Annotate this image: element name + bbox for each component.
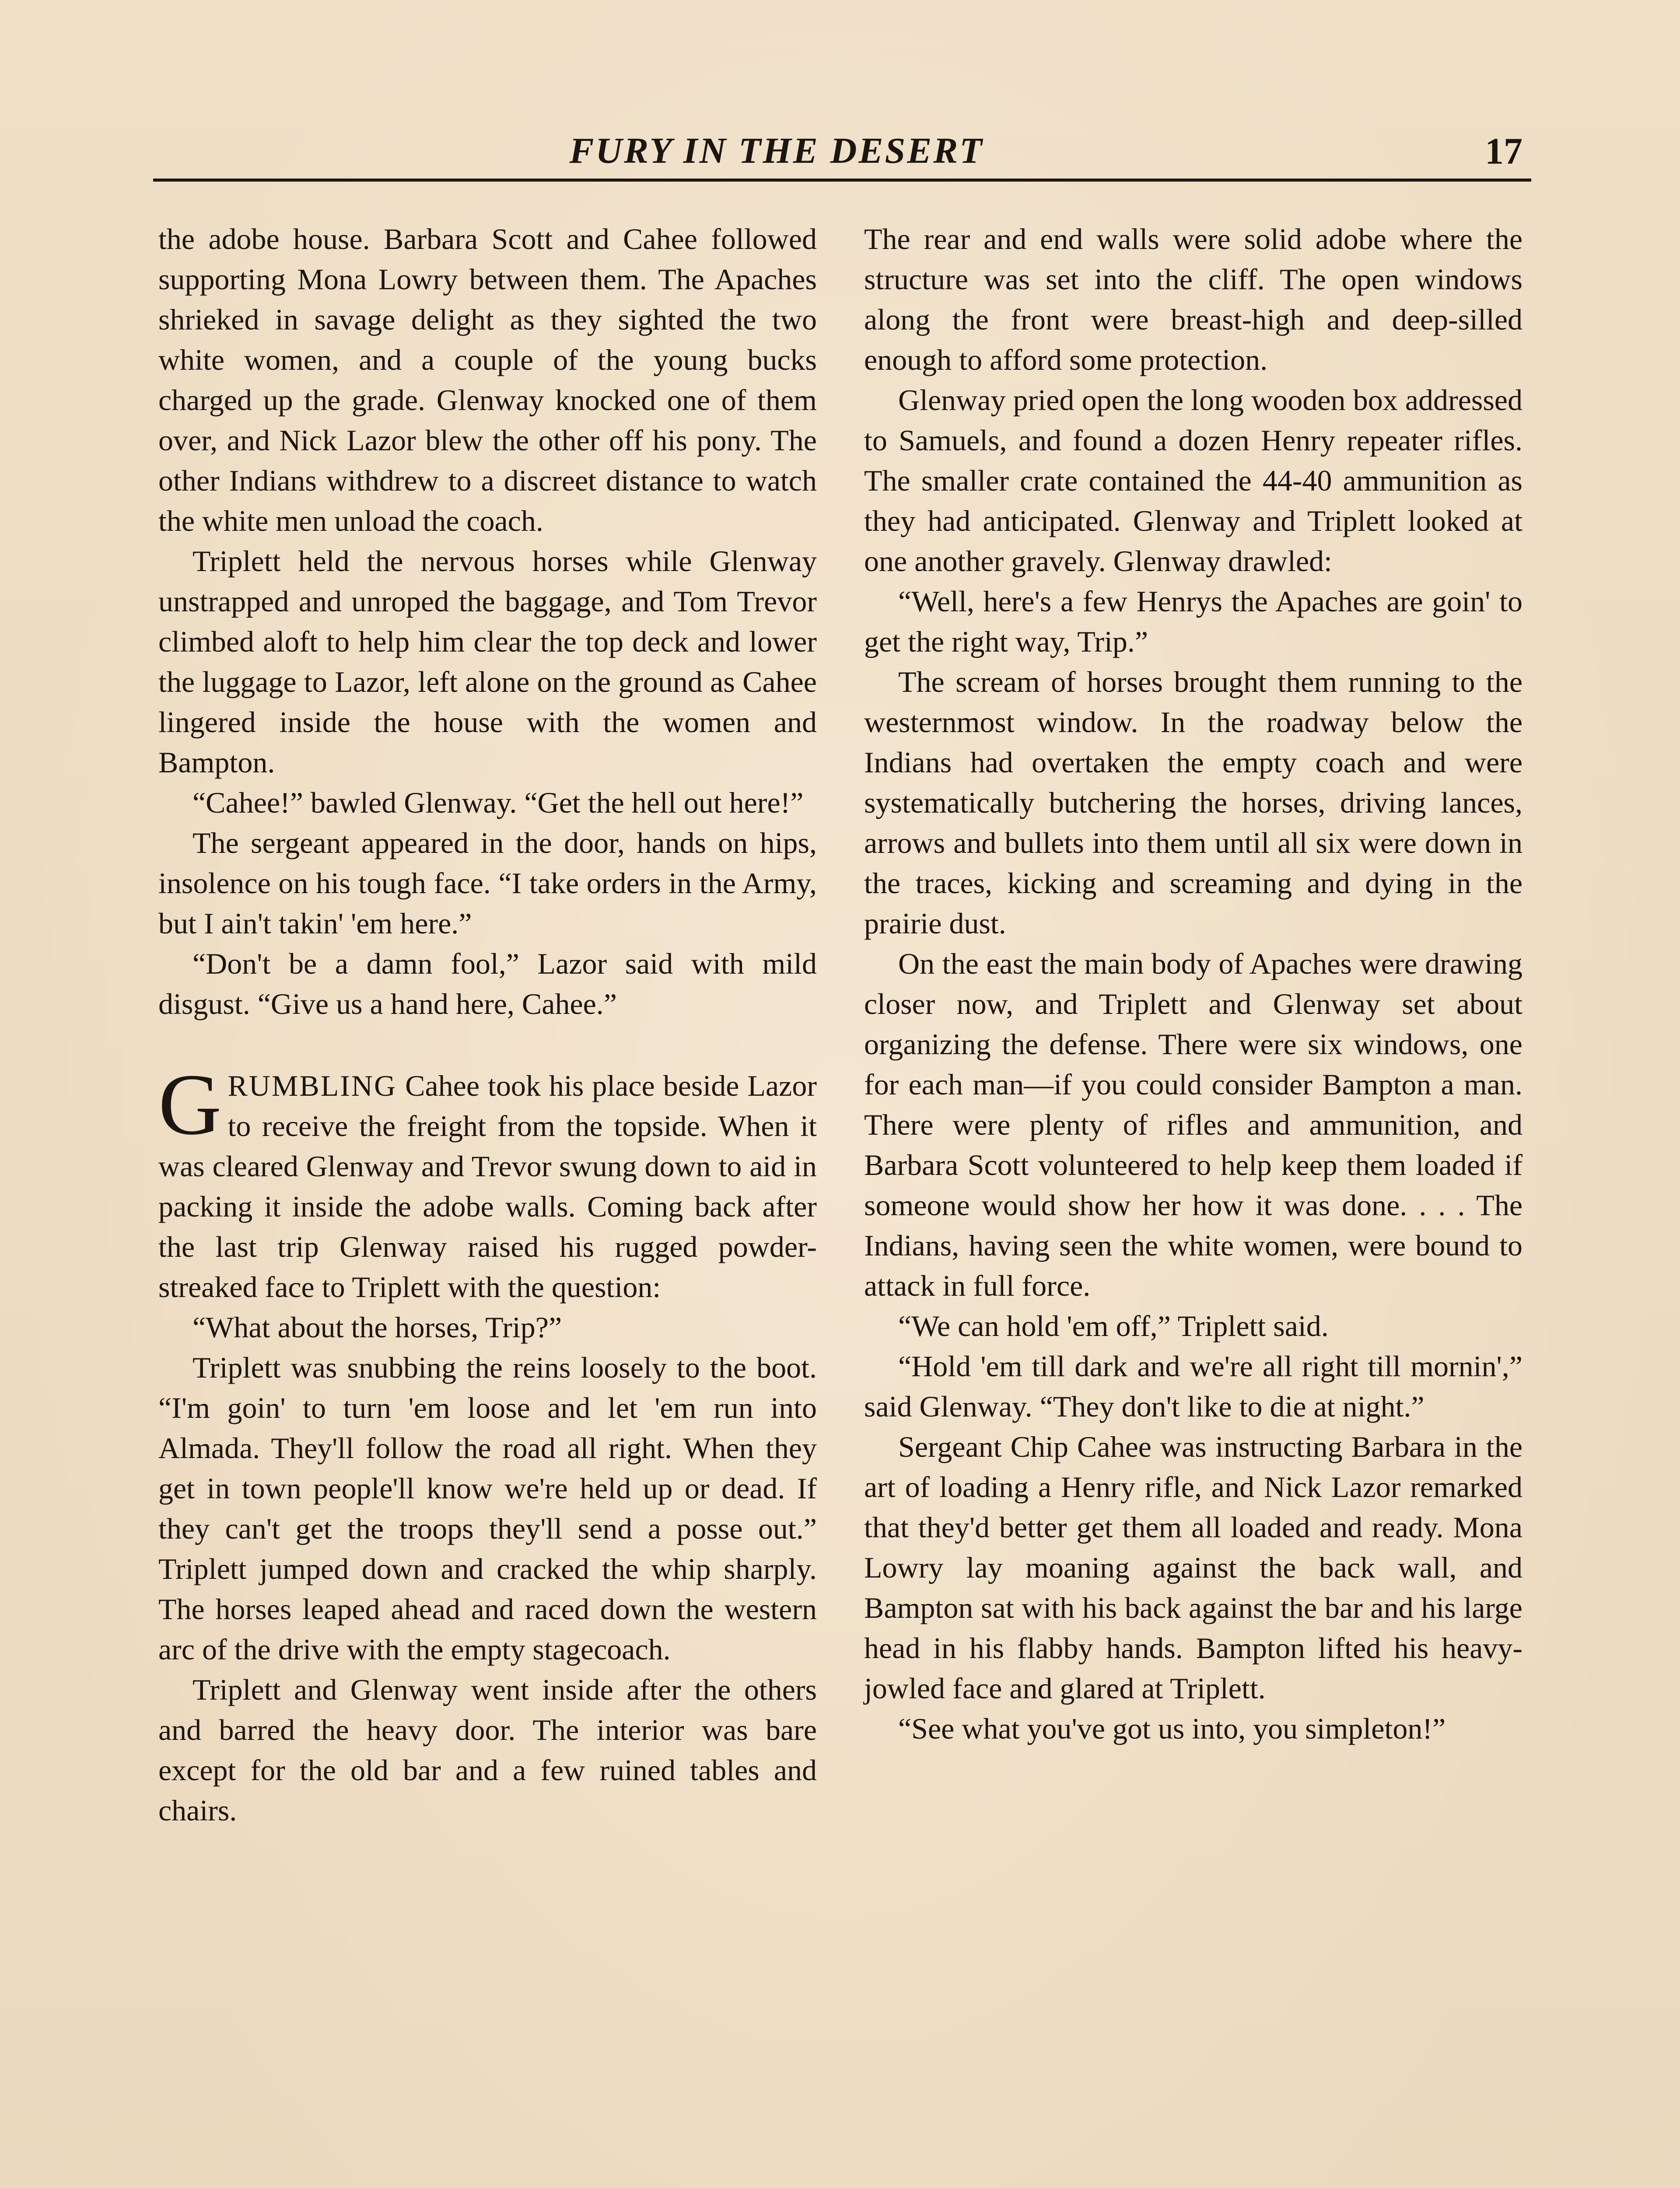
paragraph: “Don't be a damn fool,” Lazor said with mild disgust. “Give us a hand here, Cahee.” (158, 947, 817, 1020)
left-column (158, 219, 817, 1830)
drop-cap-paragraph (158, 1056, 817, 1307)
paragraph: Triplett and Glenway went inside after the others and barred the heavy door. The interior was bare except for the old bar and a few ruined tables and chairs. (158, 1673, 817, 1827)
running-title: FURY IN THE DESERT (569, 130, 984, 171)
paragraph: Triplett was snubbing the reins loosely to the boot. “I'm goin' to turn 'em loose and let 'em run into Almada. They'll follow the road all right. When they get in town people'll know we're held up or dead. If they can't get the troops they'll send a posse out.” Triplett jumped down and cracked the whip sharply. The horses leaped ahead and raced down the western arc of the drive with the empty stagecoach. (158, 1351, 817, 1666)
paragraph: “Well, here's a few Henrys the Apaches are goin' to get the right way, Trip.” (864, 585, 1522, 658)
paragraph: “We can hold 'em off,” Triplett said. (898, 1309, 1329, 1343)
paragraph: Sergeant Chip Cahee was instructing Barbara in the art of loading a Henry rifle, and Nick Lazor remarked that they'd better get them all loaded and ready. Mona Lowry lay moaning against the back wall, and Bampton sat with his back against the bar and his large head in his flabby hands. Bampton lifted his heavy-jowled face and glared at Triplett. (864, 1430, 1522, 1705)
paragraph: “What about the horses, Trip?” (192, 1311, 562, 1344)
paragraph: The sergeant appeared in the door, hands on hips, insolence on his tough face. “I take orders in the Army, but I ain't takin' 'em here.” (158, 826, 817, 940)
drop-cap-rest: Cahee took his place beside Lazor to receive the freight from the topside. When it was cleared Glenway and Trevor swung down to aid in packing it inside the adobe walls. Coming back after the last trip Glenway raised his rugged powder-streaked face to Triplett with the question: (158, 1069, 817, 1304)
paragraph: The scream of horses brought them running to the westernmost window. In the roadway below the Indians had overtaken the empty coach and were systematically butchering the horses, driving lances, arrows and bullets into them until all six were down in the traces, kicking and screaming and dying in the prairie dust. (864, 665, 1522, 940)
paragraph: “Cahee!” bawled Glenway. “Get the hell out here!” (192, 786, 804, 819)
right-column (864, 219, 1522, 1749)
paragraph: “Hold 'em till dark and we're all right till mornin',” said Glenway. “They don't like to die at night.” (864, 1350, 1522, 1423)
paragraph: Glenway pried open the long wooden box addressed to Samuels, and found a dozen Henry repeater rifles. The smaller crate contained the 44-40 ammunition as they had anticipated. Glenway and Triplett looked at one another gravely. Glenway drawled: (864, 383, 1522, 578)
header-rule (153, 179, 1531, 182)
page-number: 17 (1485, 130, 1522, 172)
paragraph: “See what you've got us into, you simpleton!” (898, 1712, 1446, 1745)
page-header (153, 127, 1531, 188)
drop-cap-letter: G (158, 1056, 222, 1153)
paragraph: On the east the main body of Apaches were drawing closer now, and Triplett and Glenway set about organizing the defense. There were six windows, one for each man—if you could consider Bampton a man. There were plenty of rifles and ammunition, and Barbara Scott volunteered to help keep them loaded if someone would show her how it was done. . . . The Indians, having seen the white women, were bound to attack in full force. (864, 947, 1522, 1302)
paragraph: the adobe house. Barbara Scott and Cahee followed supporting Mona Lowry between them. The Apaches shrieked in savage delight as they sighted the two white women, and a couple of the young bucks charged up the grade. Glenway knocked one of them over, and Nick Lazor blew the other off his pony. The other Indians withdrew to a discreet distance to watch the white men unload the coach. (158, 222, 817, 537)
paragraph: Triplett held the nervous horses while Glenway unstrapped and unroped the baggage, and Tom Trevor climbed aloft to help him clear the top deck and lower the luggage to Lazor, left alone on the ground as Cahee lingered inside the house with the women and Bampton. (158, 544, 817, 779)
paragraph: The rear and end walls were solid adobe where the structure was set into the cliff. The open windows along the front were breast-high and deep-silled enough to afford some protection. (864, 222, 1522, 376)
section-break (158, 1024, 817, 1066)
drop-cap-lead: RUMBLING (228, 1069, 397, 1102)
